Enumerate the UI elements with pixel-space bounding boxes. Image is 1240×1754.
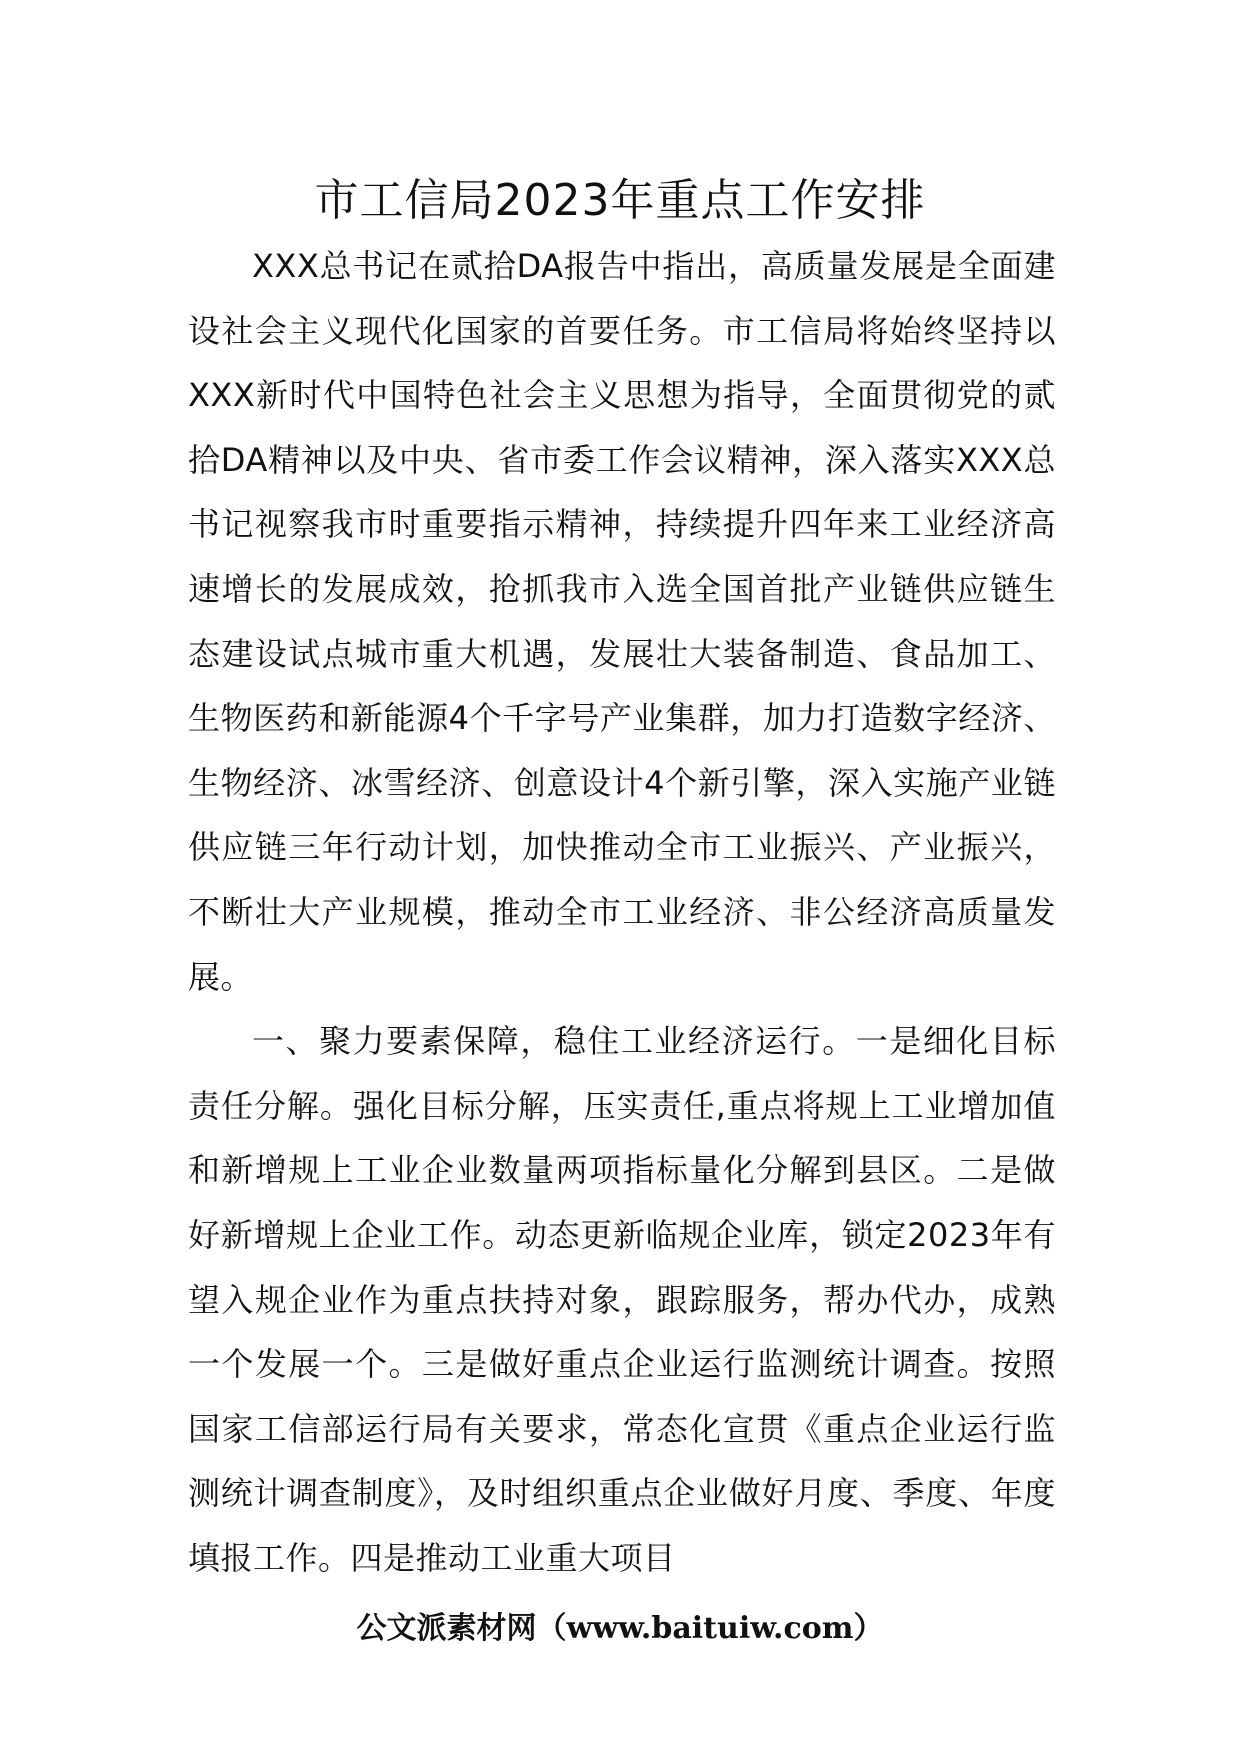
paragraph-intro: XXX总书记在贰拾DA报告中指出，高质量发展是全面建设社会主义现代化国家的首要任务。市工信局将始终坚持以XXX新时代中国特色社会主义思想为指导，全面贯彻党的贰拾DA精神以及中央、省市委工作会议精神，深入落实XXX总书记视察我市时重要指示精神，持续提升四年来工业经济高速增长的发展成效，抢抓我市入选全国首批产业链供应链生态建设试点城市重大机遇，发展壮大装备制造、食品加工、生物医药和新能源4个千字号产业集群，加力打造数字经济、生物经济、冰雪经济、创意设计4个新引擎，深入实施产业链供应链三年行动计划，加快推动全市工业振兴、产业振兴，不断壮大产业规模，推动全市工业经济、非公经济高质量发展。: [188, 247, 1056, 996]
document-body: [188, 234, 1056, 1590]
document-title: 市工信局2023年重点工作安排: [314, 175, 926, 226]
source-watermark: 公文派素材网（www.baituiw.com）: [356, 1611, 884, 1646]
paragraph-section-one: 一、聚力要素保障，稳住工业经济运行。一是细化目标责任分解。强化目标分解，压实责任,重点将规上工业增加值和新增规上工业企业数量两项指标量化分解到县区。二是做好新增规上企业工作。动态更新临规企业库，锁定2023年有望入规企业作为重点扶持对象，跟踪服务，帮办代办，成熟一个发展一个。三是做好重点企业运行监测统计调查。按照国家工信部运行局有关要求，常态化宣贯《重点企业运行监测统计调查制度》，及时组织重点企业做好月度、季度、年度填报工作。四是推动工业重大项目: [188, 1022, 1056, 1577]
